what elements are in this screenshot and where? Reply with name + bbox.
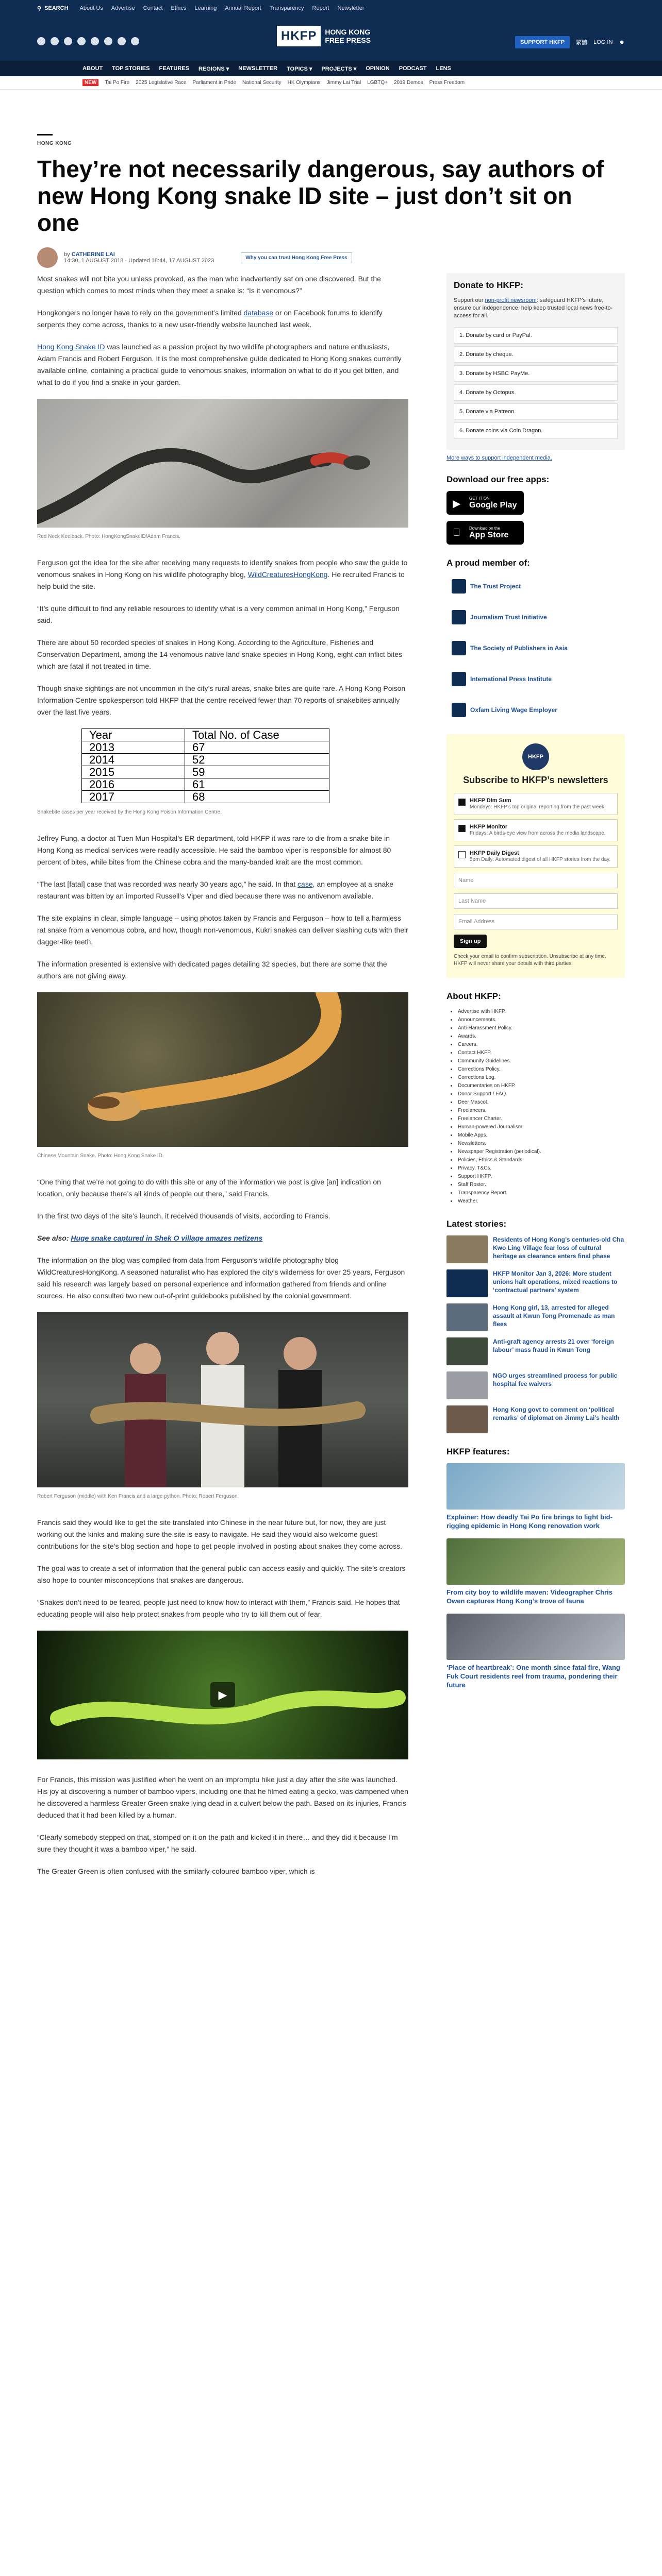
article-body: [37, 273, 408, 1888]
threads-icon[interactable]: [77, 37, 86, 45]
story-thumbnail: [446, 1303, 488, 1331]
snake-illustration: [37, 399, 408, 528]
telegram-icon[interactable]: [104, 37, 112, 45]
logo-name: HONG KONG FREE PRESS: [325, 28, 371, 44]
memberships-section: [446, 558, 625, 722]
topbar-link-report[interactable]: Report: [312, 5, 329, 11]
jti-icon: [452, 610, 466, 624]
trending-link[interactable]: Tai Po Fire: [105, 80, 130, 86]
site-header: [0, 16, 662, 61]
case-link[interactable]: case: [297, 880, 313, 888]
checkbox-checked[interactable]: [458, 825, 466, 832]
table-cell: 59: [185, 766, 329, 778]
latest-story[interactable]: Residents of Hong Kong’s centuries-old Cha Kwo Ling Village fear loss of cultural heritage as clearance enters final phase: [446, 1235, 625, 1263]
about-link[interactable]: • Documentaries on HKFP.: [451, 1082, 625, 1090]
member-sopa[interactable]: The Society of Publishers in Asia: [446, 636, 625, 660]
feature-image: [446, 1463, 625, 1510]
table-cell: 2014: [82, 754, 185, 766]
about-link[interactable]: • Staff Roster.: [451, 1181, 625, 1189]
paragraph: Most snakes will not bite you unless provoked, as the man who inadvertently sat on one discovered. But the question which comes to most minds when they meet a snake is: “Is it venomous?”: [37, 275, 381, 295]
feature-image: [446, 1538, 625, 1585]
nav-lens[interactable]: LENS: [436, 65, 451, 72]
table-row: [82, 754, 329, 766]
nav-top-stories[interactable]: TOP STORIES: [112, 65, 150, 72]
latest-story[interactable]: Hong Kong govt to comment on ‘political remarks’ of diplomat on Jimmy Lai’s health: [446, 1405, 625, 1433]
social-links: [37, 37, 139, 45]
story-thumbnail: [446, 1371, 488, 1399]
about-link[interactable]: • Deer Mascot.: [451, 1098, 625, 1107]
nav-about[interactable]: ABOUT: [82, 65, 103, 72]
column-header: Year: [82, 729, 185, 741]
article-header: [37, 134, 625, 268]
about-link[interactable]: • Awards.: [451, 1032, 625, 1041]
story-thumbnail: [446, 1235, 488, 1263]
paragraph: “It’s quite difficult to find any reliable resources to identify what is a very common animal in Hong Kong,” Ferguson said.: [37, 604, 400, 624]
newsletter-signup: [446, 734, 625, 978]
story-thumbnail: [446, 1269, 488, 1297]
nav-newsletter[interactable]: NEWSLETTER: [238, 65, 278, 72]
about-links: [446, 1008, 625, 1206]
photo-caption: Red Neck Keelback. Photo: HongKongSnakeID/Adam Francis.: [37, 534, 180, 539]
hkfp-seal: HKFP: [522, 743, 549, 770]
feature-story[interactable]: Explainer: How deadly Tai Po fire brings to light bid-rigging epidemic in Hong Kong renovation work: [446, 1463, 625, 1530]
paragraph: The Greater Green is often confused with the similarly-coloured bamboo viper, which is: [37, 1867, 315, 1875]
table-cell: 2015: [82, 766, 185, 778]
latest-story[interactable]: NGO urges streamlined process for public hospital fee waivers: [446, 1371, 625, 1399]
topbar-link-transparency[interactable]: Transparency: [269, 5, 304, 11]
email-input[interactable]: Email Address: [454, 914, 618, 929]
newsletter-option-dim-sum[interactable]: HKFP Dim Sum Mondays: HKFP’s top original reporting from the past week.: [454, 793, 618, 815]
publish-date: 14:30, 1 AUGUST 2018 · Updated 18:44, 17 AUGUST 2023: [64, 258, 214, 264]
feature-story[interactable]: From city boy to wildlife maven: Videographer Chris Owen captures Hong Kong’s trove of fauna: [446, 1538, 625, 1605]
see-also-link[interactable]: Huge snake captured in Shek O village amazes netizens: [71, 1234, 263, 1242]
donate-option-coin-dragon[interactable]: 6. Donate coins via Coin Dragon.: [454, 422, 618, 439]
last-name-input[interactable]: Last Name: [454, 893, 618, 909]
play-store-icon: ▶: [453, 498, 461, 510]
about-link[interactable]: • Weather.: [451, 1197, 625, 1206]
trending-link[interactable]: 2019 Demos: [393, 80, 423, 86]
member-jti[interactable]: Journalism Trust Initiative: [446, 605, 625, 629]
search-icon: ⚲: [37, 5, 42, 12]
about-link[interactable]: • Community Guidelines.: [451, 1057, 625, 1065]
about-link[interactable]: • Freelancers.: [451, 1107, 625, 1115]
latest-stories: [446, 1219, 625, 1433]
paragraph: In the first two days of the site’s launch, it received thousands of visits, according to Francis.: [37, 1212, 330, 1220]
feature-story[interactable]: ‘Place of heartbreak’: One month since fatal fire, Wang Fuk Court residents reel from trauma, pondering their future: [446, 1614, 625, 1689]
trending-bar: [0, 76, 662, 90]
author-name[interactable]: CATHERINE LAI: [71, 251, 115, 258]
signup-button[interactable]: Sign up: [454, 935, 487, 948]
about-link[interactable]: • Advertise with HKFP.: [451, 1008, 625, 1016]
member-ipi[interactable]: International Press Institute: [446, 667, 625, 691]
paragraph: The information presented is extensive with dedicated pages detailing 32 species, but there are some that the authors are not giving away.: [37, 960, 387, 980]
topbar-link-advertise[interactable]: Advertise: [111, 5, 135, 11]
about-link[interactable]: • Freelancer Charter.: [451, 1115, 625, 1123]
paragraph: “Clearly somebody stepped on that, stomped on it on the path and kicked it in there… and they did it because I’m sure they thought it was a bamboo viper,” he said.: [37, 1833, 398, 1853]
donate-option-octopus[interactable]: 4. Donate by Octopus.: [454, 384, 618, 401]
more-ways-link[interactable]: More ways to support independent media.: [446, 455, 552, 461]
nav-features[interactable]: FEATURES: [159, 65, 189, 72]
linkedin-icon[interactable]: [131, 37, 139, 45]
paragraph: The goal was to create a set of information that the general public can access easily and quickly. The site’s creators also hope to counter misconceptions that snakes are dangerous.: [37, 1564, 406, 1584]
about-link[interactable]: • Human-powered Journalism.: [451, 1123, 625, 1131]
story-thumbnail: [446, 1405, 488, 1433]
latest-story[interactable]: Hong Kong girl, 13, arrested for alleged assault at Kwun Tong Promenade as man flees: [446, 1303, 625, 1331]
topbar-link-ethics[interactable]: Ethics: [171, 5, 187, 11]
photo-caption: Robert Ferguson (middle) with Ken Francis and a large python. Photo: Robert Ferguson.: [37, 1494, 239, 1499]
topbar-link-about[interactable]: About Us: [79, 5, 103, 11]
article-title: They’re not necessarily dangerous, say authors of new Hong Kong snake ID site – just don’t sit on one: [37, 156, 604, 236]
donate-box: [446, 273, 625, 450]
paragraph: Though snake sightings are not uncommon in the city’s rural areas, snake bites are quite rare. A Hong Kong Poison Information Centre spokesperson told HKFP that the centre received fewer than 70 reports of snakebites annually over the last five years.: [37, 684, 406, 716]
about-link[interactable]: • Corrections Log.: [451, 1074, 625, 1082]
donate-option-payme[interactable]: 3. Donate by HSBC PayMe.: [454, 365, 618, 382]
table-row: [82, 791, 329, 803]
trending-link[interactable]: 2025 Legislative Race: [136, 80, 187, 86]
non-profit-link[interactable]: non-profit newsroom: [485, 297, 537, 303]
donate-title: Donate to HKFP:: [454, 280, 524, 290]
about-link[interactable]: • Policies, Ethics & Standards.: [451, 1156, 625, 1164]
snake-id-link[interactable]: Hong Kong Snake ID: [37, 343, 105, 351]
app-store-button[interactable]: Download on the App Store: [446, 521, 524, 545]
paragraph: For Francis, this mission was justified when he went on an impromptu hike just a day after the site was launched. His joy at discovering a number of bamboo vipers, including one that he filmed eating a gecko, was dampened when he discovered a harmless Greater Green snake lying dead in a culvert below the path. Based on its injuries, Francis deduced that it had been killed by a human.: [37, 1775, 408, 1819]
about-link[interactable]: • Transparency Report.: [451, 1189, 625, 1197]
table-header-row: [82, 729, 329, 741]
paragraph: Hongkongers no longer have to rely on the government’s limited database or on Facebook forums to identify serpents they come across, thanks to a new user-friendly website launched last week.: [37, 309, 383, 329]
header-actions: [515, 36, 625, 48]
trending-link[interactable]: LGBTQ+: [367, 80, 388, 86]
newsletter-title: Subscribe to HKFP’s newsletters: [463, 775, 608, 785]
logo-mark: HKFP: [277, 26, 321, 46]
trending-link[interactable]: HK Olympians: [287, 80, 321, 86]
nav-projects[interactable]: PROJECTS ▾: [321, 65, 357, 72]
trust-project-icon: [452, 579, 466, 594]
table-row: [82, 766, 329, 778]
about-link[interactable]: • Contact HKFP.: [451, 1049, 625, 1057]
login-link[interactable]: LOG IN: [593, 39, 613, 45]
trending-link[interactable]: National Security: [242, 80, 282, 86]
table-row: [82, 778, 329, 791]
byline: [37, 247, 625, 268]
topbar-link-learning[interactable]: Learning: [194, 5, 217, 11]
photo-python-holders: [37, 1312, 408, 1487]
member-trust-project[interactable]: The Trust Project: [446, 574, 625, 598]
donate-text: Support our non-profit newsroom: safeguard HKFP’s future, ensure our independence, help keep trusted local news free-to-access for all.: [454, 297, 613, 319]
trending-link[interactable]: Press Freedom: [429, 80, 465, 86]
trending-link[interactable]: Parliament in Pride: [192, 80, 237, 86]
sidebar: [446, 273, 625, 1698]
see-also: See also: Huge snake captured in Shek O village amazes netizens: [37, 1234, 263, 1242]
play-icon[interactable]: ▶: [210, 1682, 235, 1707]
table-cell: 2013: [82, 741, 185, 754]
wildcreatures-link[interactable]: WildCreaturesHongKong: [247, 570, 328, 579]
checkbox[interactable]: [458, 851, 466, 858]
paragraph: Francis said they would like to get the site translated into Chinese in the near future but, for now, they are just working out the kinks and making sure the site is easy to navigate. He said they would also welcome guest contributions for the site’s blog section and hope to get people involved in posting about snakes they come across.: [37, 1518, 402, 1550]
paragraph: The site explains in clear, simple language – using photos taken by Francis and Ferguson – how to tell a harmless rat snake from a venomous cobra, and how, though non-venomous, Kukri snakes can deliver slashing cuts with their dagger-like teeth.: [37, 914, 408, 946]
photo-chinese-mountain-snake: [37, 992, 408, 1147]
main-nav: [0, 61, 662, 76]
table-cell: 68: [185, 791, 329, 803]
about-link[interactable]: • Anti-Harassment Policy.: [451, 1024, 625, 1032]
user-icon[interactable]: ☻: [619, 39, 625, 45]
paragraph: Hong Kong Snake ID was launched as a passion project by two wildlife photographers and nature enthusiasts, Adam Francis and Robert Ferguson. It is the most comprehensive guide dedicated to Hong Kong snakes currently available online, containing a practical guide to venomous snakes, information on what to do if you get bitten, and what to do if you find a snake in your garden.: [37, 343, 402, 386]
about-link[interactable]: • Corrections Policy.: [451, 1065, 625, 1074]
paragraph: Jeffrey Fung, a doctor at Tuen Mun Hospital’s ER department, told HKFP it was rare to die from a snake bite in Hong Kong as medical services were readily accessible. He said the bamboo viper is responsible for almost 80 percent of bites, while bites from the Chinese cobra and the many-banded krait are the most common.: [37, 834, 391, 866]
donate-option-cheque[interactable]: 2. Donate by cheque.: [454, 346, 618, 363]
story-thumbnail: [446, 1337, 488, 1365]
apple-icon: [453, 527, 460, 539]
latest-story[interactable]: Anti-graft agency arrests 21 over ‘foreign labour’ mass fraud in Kwun Tong: [446, 1337, 625, 1365]
people-illustration: [37, 1312, 408, 1487]
column-header: Total No. of Case: [185, 729, 329, 741]
photo-red-neck-keelback: [37, 399, 408, 528]
new-badge: NEW: [82, 79, 98, 86]
features-title: HKFP features:: [446, 1447, 510, 1456]
about-link[interactable]: • Announcements.: [451, 1016, 625, 1024]
paragraph: “One thing that we’re not going to do with this site or any of the information we post is give [an] indication on location, only because there’s all kinds of people out there,” said Francis.: [37, 1178, 381, 1198]
photo-caption: Chinese Mountain Snake. Photo: Hong Kong Snake ID.: [37, 1153, 164, 1159]
paragraph: “Snakes don’t need to be feared, people just need to know how to interact with them,” Francis said. He hopes that educating people will also help protect snakes from people who try to kill them out of fear.: [37, 1598, 400, 1618]
member-oxfam[interactable]: Oxfam Living Wage Employer: [446, 698, 625, 722]
kicker-divider: [37, 134, 53, 135]
latest-title: Latest stories:: [446, 1219, 507, 1229]
language-switch[interactable]: 繁體: [576, 40, 588, 46]
ipi-icon: [452, 672, 466, 686]
feature-image: [446, 1614, 625, 1660]
section-label[interactable]: HONG KONG: [37, 141, 72, 146]
table-cell: 2016: [82, 778, 185, 791]
hkfp-features: [446, 1447, 625, 1689]
paragraph: The information on the blog was compiled from data from Ferguson’s wildlife photography blog WildCreaturesHongKong. A seasoned naturalist who has explored the city’s wilderness for over 25 years, Ferguson said his research was largely based on personal experience and information gathered from friends and online sources. He also consulted two new out-of-print guidebooks published by the colonial government.: [37, 1256, 405, 1300]
instagram-icon[interactable]: [64, 37, 72, 45]
topbar-link-contact[interactable]: Contact: [143, 5, 163, 11]
search-button[interactable]: ⚲ SEARCH: [37, 5, 69, 12]
newsletter-note: Check your email to confirm subscription. Unsubscribe at any time. HKFP will never share your details with third parties.: [454, 954, 606, 967]
snake-illustration: [37, 992, 408, 1147]
table-cell: 52: [185, 754, 329, 766]
google-play-button[interactable]: ▶ GET IT ON Google Play: [446, 491, 524, 515]
about-section: [446, 991, 625, 1206]
oxfam-icon: [452, 703, 466, 717]
facebook-icon[interactable]: [37, 37, 45, 45]
donate-option-card[interactable]: 1. Donate by card or PayPal.: [454, 327, 618, 344]
table-row: [82, 741, 329, 754]
table-cell: 61: [185, 778, 329, 791]
topbar-link-newsletter[interactable]: Newsletter: [337, 5, 365, 11]
table-cell: 2017: [82, 791, 185, 803]
latest-story[interactable]: HKFP Monitor Jan 3, 2026: More student unions halt operations, mixed reactions to ‘contractual partners’ system: [446, 1269, 625, 1297]
youtube-icon[interactable]: [91, 37, 99, 45]
author-avatar: [37, 247, 58, 268]
apps-title: Download our free apps:: [446, 474, 550, 484]
apps-section: [446, 474, 625, 545]
nav-regions[interactable]: REGIONS ▾: [198, 65, 229, 72]
trust-link[interactable]: Why you can trust Hong Kong Free Press: [241, 252, 352, 263]
about-link[interactable]: • Privacy, T&Cs.: [451, 1164, 625, 1173]
about-link[interactable]: • Mobile Apps.: [451, 1131, 625, 1140]
topbar-link-annual-report[interactable]: Annual Report: [225, 5, 261, 11]
utility-bar: [0, 0, 662, 16]
checkbox-checked[interactable]: [458, 799, 466, 806]
sopa-icon: [452, 641, 466, 655]
table-cell: 67: [185, 741, 329, 754]
nav-topics[interactable]: TOPICS ▾: [287, 65, 312, 72]
about-title: About HKFP:: [446, 991, 501, 1001]
trending-link[interactable]: Jimmy Lai Trial: [326, 80, 361, 86]
database-link[interactable]: database: [243, 309, 274, 317]
paragraph: There are about 50 recorded species of snakes in Hong Kong. According to the Agriculture, Fisheries and Conservation Department, among the 14 venomous native land snake species in Hong Kong, eight can inflict bites which are fatal if not treated in time.: [37, 638, 403, 670]
author-info: by CATHERINE LAI 14:30, 1 AUGUST 2018 · Updated 18:44, 17 AUGUST 2023: [64, 251, 214, 264]
memberships-title: A proud member of:: [446, 558, 530, 568]
nav-opinion[interactable]: OPINION: [366, 65, 390, 72]
about-link[interactable]: • Careers.: [451, 1041, 625, 1049]
nav-podcast[interactable]: PODCAST: [399, 65, 427, 72]
support-hkfp-button[interactable]: SUPPORT HKFP: [515, 36, 570, 48]
snakebite-table: [81, 728, 329, 803]
about-link[interactable]: • Support HKFP.: [451, 1173, 625, 1181]
about-link[interactable]: • Newspaper Registration (periodical).: [451, 1148, 625, 1156]
newsletter-option-daily-digest[interactable]: HKFP Daily Digest 5pm Daily: Automated digest of all HKFP stories from the day.: [454, 845, 618, 868]
name-input[interactable]: Name: [454, 873, 618, 888]
email-icon[interactable]: [118, 37, 126, 45]
paragraph: Ferguson got the idea for the site after receiving many requests to identify snakes from people who saw the guide to venomous snakes in Hong Kong on his wildlife photography blog, WildCreaturesHongKong. He recruited Francis to help build the site.: [37, 558, 408, 590]
about-link[interactable]: • Donor Support / FAQ.: [451, 1090, 625, 1098]
table-caption: Snakebite cases per year received by the Hong Kong Poison Information Centre.: [37, 809, 222, 815]
paragraph: “The last [fatal] case that was recorded was nearly 30 years ago,” he said. In that case, an employee at a snake restaurant was bitten by an imported Russell’s Viper and died because there was no antivenom available.: [37, 880, 394, 900]
about-link[interactable]: • Newsletters.: [451, 1140, 625, 1148]
x-icon[interactable]: [51, 37, 59, 45]
newsletter-option-monitor[interactable]: HKFP Monitor Fridays: A birds-eye view from across the media landscape.: [454, 819, 618, 841]
site-logo[interactable]: [277, 26, 371, 46]
video-bamboo-viper[interactable]: [37, 1631, 408, 1759]
donate-option-patreon[interactable]: 5. Donate via Patreon.: [454, 403, 618, 420]
